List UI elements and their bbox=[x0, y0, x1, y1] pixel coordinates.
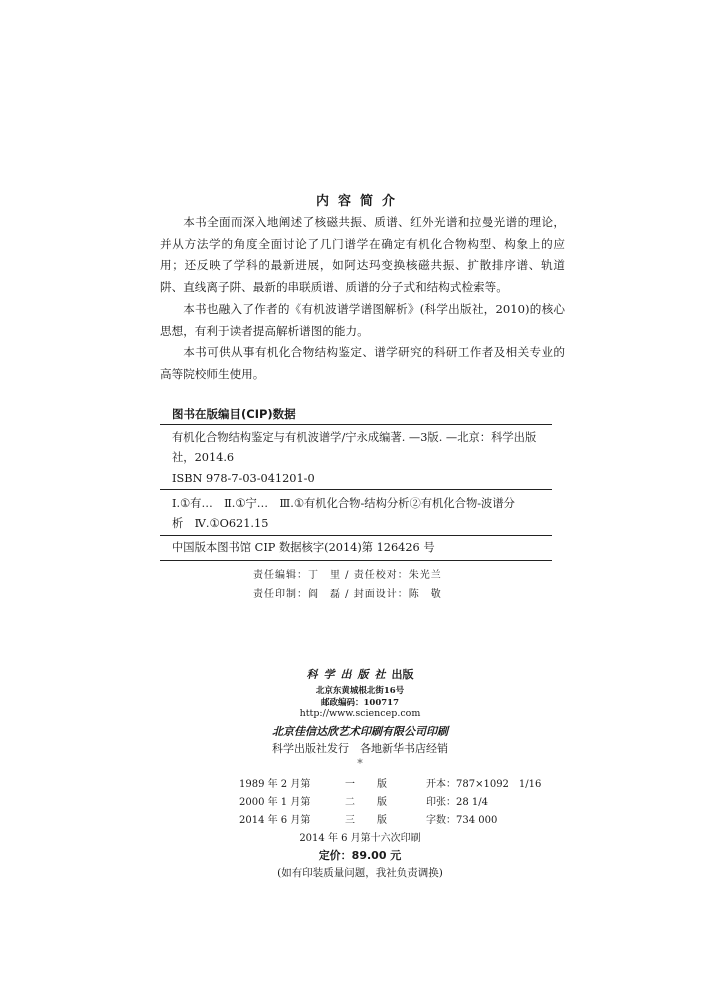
edition-label: 版 bbox=[377, 815, 387, 826]
distribution-line: 科学出版社发行 各地新华书店经销 bbox=[272, 742, 448, 755]
quality-notice: (如有印装质量问题，我社负责调换) bbox=[277, 867, 443, 879]
edition-ordinal: 三 bbox=[345, 815, 355, 826]
print-run: 2014 年 6 月第十六次印刷 bbox=[299, 833, 421, 844]
cip-top-rule bbox=[160, 424, 552, 425]
summary-paragraph: 本书也融入了作者的《有机波谱学谱图解析》(科学出版社，2010)的核心思想，有利于读者提高解析谱图的能力。 bbox=[160, 301, 565, 338]
cip-isbn: ISBN 978-7-03-041201-0 bbox=[172, 472, 315, 485]
edition-ordinal: 二 bbox=[345, 797, 355, 808]
summary-paragraph: 本书全面而深入地阐述了核磁共振、质谱、红外光谱和拉曼光谱的理论，并从方法学的角度全面讨论了几门谱学在确定有机化合物构型、构象上的应用；还反映了学科的最新进展，如阿达玛变换核磁共振、扩散排序谱、轨道阱、直线离子阱、最新的串联质谱、质谱的分子式和结构式检索等。 bbox=[160, 215, 565, 295]
publisher-website: http://www.sciencep.com bbox=[299, 708, 421, 719]
edition-date: 1989 年 2 月第 bbox=[239, 779, 311, 790]
edition-spec: 字数：734 000 bbox=[426, 815, 498, 826]
edition-label: 版 bbox=[377, 797, 387, 808]
publisher-name-logo: 科学出版社 bbox=[306, 668, 392, 681]
cip-line: Ⅰ.①有… Ⅱ.①宁… Ⅲ.①有机化合物-结构分析②有机化合物-波谱分 bbox=[172, 497, 515, 510]
edition-row bbox=[239, 811, 497, 826]
cip-line: 析 Ⅳ.①O621.15 bbox=[172, 517, 269, 530]
edition-date: 2000 年 1 月第 bbox=[239, 797, 311, 808]
publisher-suffix: 出版 bbox=[391, 668, 414, 681]
edition-label: 版 bbox=[377, 779, 387, 790]
cip-line: 社，2014.6 bbox=[172, 451, 235, 464]
summary-title: 内容简介 bbox=[315, 194, 404, 209]
credit-production: 责任印制：阎 磊 / 封面设计：陈 敬 bbox=[253, 589, 442, 600]
edition-spec: 印张：28 1/4 bbox=[426, 797, 488, 808]
summary-paragraph: 本书可供从事有机化合物结构鉴定、谱学研究的科研工作者及相关专业的高等院校师生使用。 bbox=[160, 345, 565, 381]
cip-heading: 图书在版编目(CIP)数据 bbox=[172, 407, 296, 421]
credit-editors: 责任编辑：丁 里 / 责任校对：朱光兰 bbox=[253, 570, 442, 581]
separator-asterisk: * bbox=[357, 757, 363, 770]
printer-name: 北京佳信达欣艺术印刷有限公司 bbox=[272, 725, 426, 738]
edition-row bbox=[239, 793, 488, 808]
publisher-line bbox=[0, 666, 720, 682]
cip-bottom-rule bbox=[160, 560, 552, 561]
cip-mid-rule bbox=[160, 489, 552, 490]
edition-row bbox=[239, 775, 541, 790]
price: 定价：89.00 元 bbox=[318, 849, 402, 862]
cip-number: 中国版本图书馆 CIP 数据核字(2014)第 126426 号 bbox=[172, 541, 435, 554]
publisher-postcode: 邮政编码：100717 bbox=[321, 698, 399, 708]
edition-ordinal: 一 bbox=[345, 779, 355, 790]
edition-spec: 开本：787×1092 1/16 bbox=[426, 779, 542, 790]
publisher-address: 北京东黄城根北街16号 bbox=[315, 686, 405, 696]
cip-line: 有机化合物结构鉴定与有机波谱学/宁永成编著. —3版. —北京：科学出版 bbox=[172, 431, 537, 444]
summary-body bbox=[160, 212, 565, 386]
edition-date: 2014 年 6 月第 bbox=[239, 815, 311, 826]
printer-line bbox=[0, 723, 720, 739]
printer-suffix: 印刷 bbox=[426, 725, 448, 738]
cip-lower-rule bbox=[160, 535, 552, 536]
